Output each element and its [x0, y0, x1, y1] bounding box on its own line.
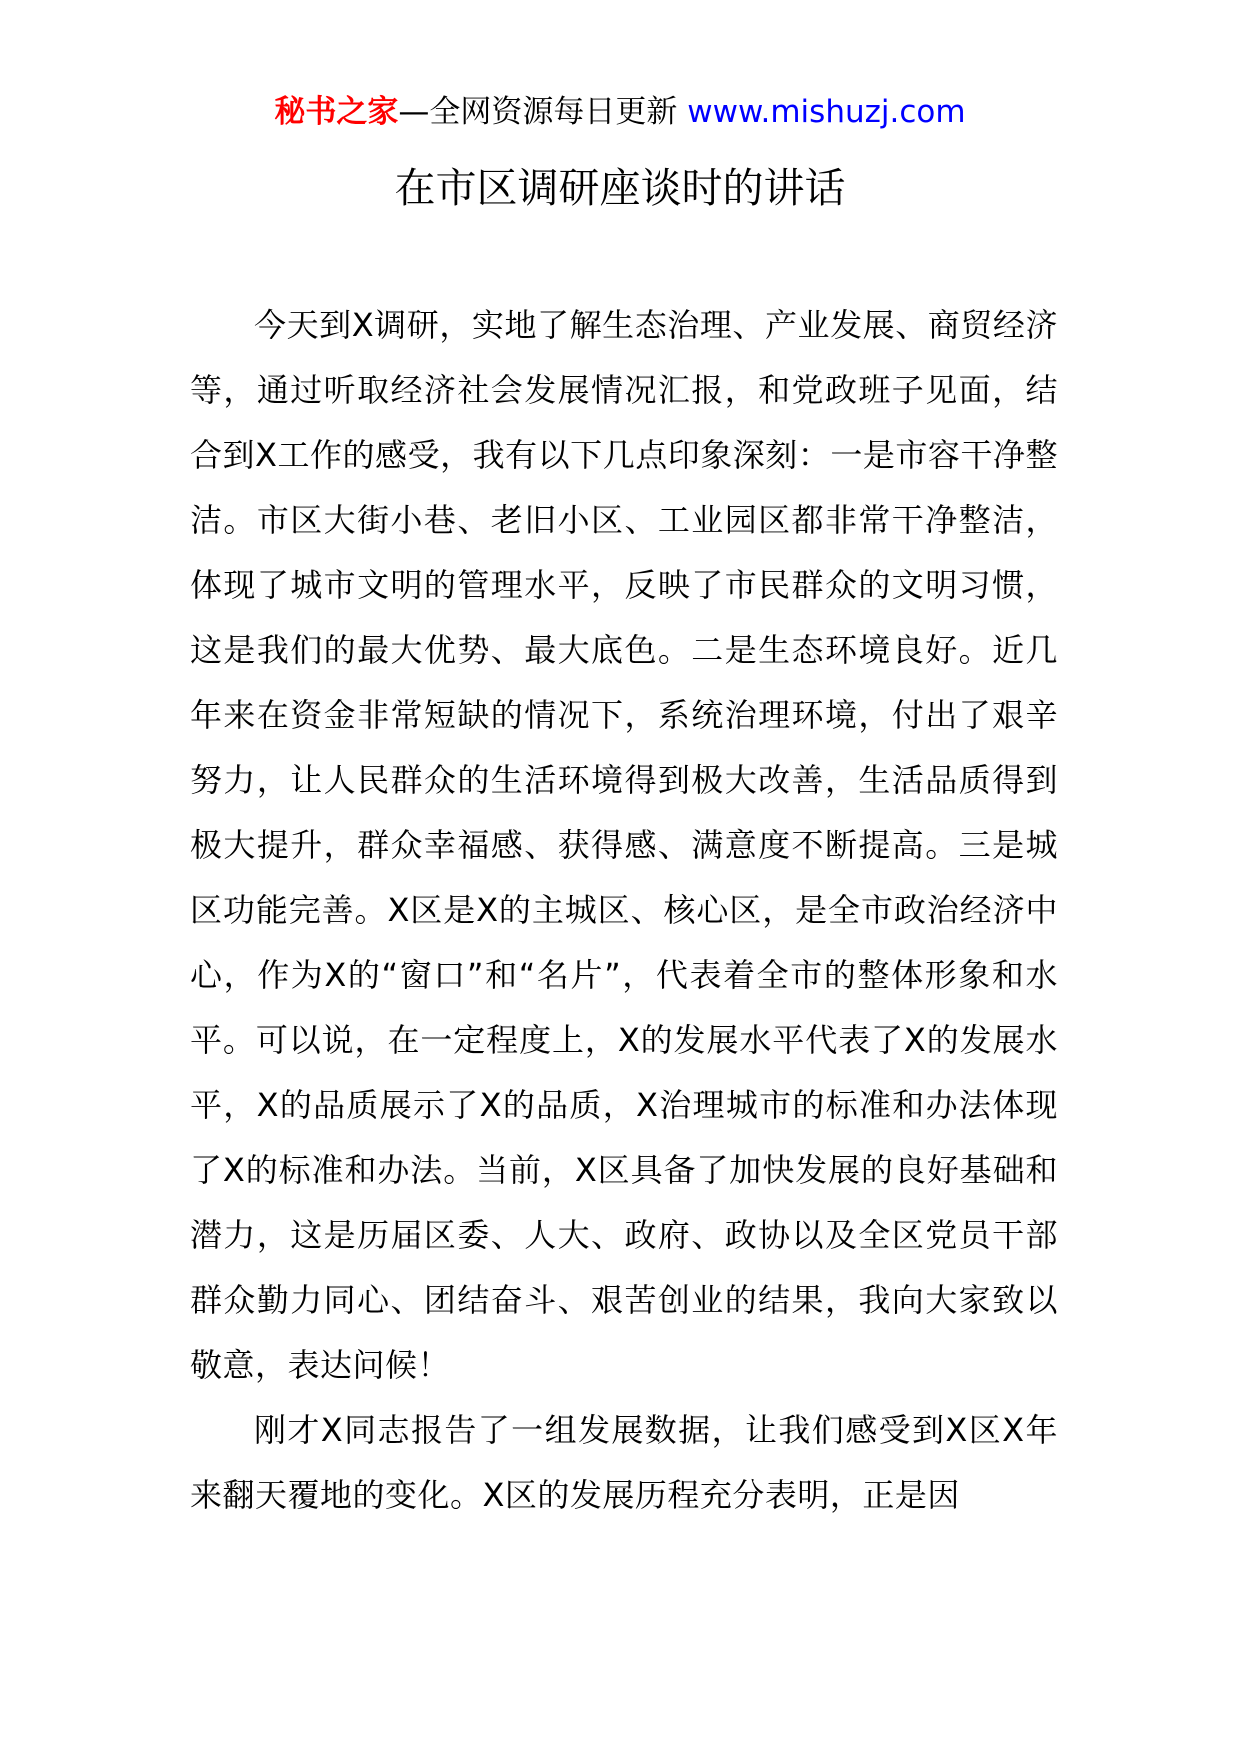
paragraph: 今天到X调研，实地了解生态治理、产业发展、商贸经济等，通过听取经济社会发展情况汇报，和党政班子见面，结合到X工作的感受，我有以下几点印象深刻：一是市容干净整洁。市区大街小巷、老旧小区、工业园区都非常干净整洁，体现了城市文明的管理水平，反映了市民群众的文明习惯，这是我们的最大优势、最大底色。二是生态环境良好。近几年来在资金非常短缺的情况下，系统治理环境，付出了艰辛努力，让人民群众的生活环境得到极大改善，生活品质得到极大提升，群众幸福感、获得感、满意度不断提高。三是城区功能完善。X区是X的主城区、核心区，是全市政治经济中心，作为X的“窗口”和“名片”，代表着全市的整体形象和水平。可以说，在一定程度上，X的发展水平代表了X的发展水平，X的品质展示了X的品质，X治理城市的标准和办法体现了X的标准和办法。当前，X区具备了加快发展的良好基础和潜力，这是历届区委、人大、政府、政协以及全区党员干部群众勤力同心、团结奋斗、艰苦创业的结果，我向大家致以敬意，表达问候！ [190, 306, 1058, 1384]
paragraph: 刚才X同志报告了一组发展数据，让我们感受到X区X年来翻天覆地的变化。X区的发展历程充分表明，正是因 [190, 1411, 1058, 1514]
site-header [0, 92, 1240, 132]
site-url-link[interactable]: www.mishuzj.com [687, 94, 966, 130]
document-body [190, 293, 1058, 1528]
brand-name: 秘书之家 [274, 94, 399, 130]
document-title: 在市区调研座谈时的讲话 [394, 164, 846, 212]
header-tagline: —全网资源每日更新 [398, 94, 678, 130]
